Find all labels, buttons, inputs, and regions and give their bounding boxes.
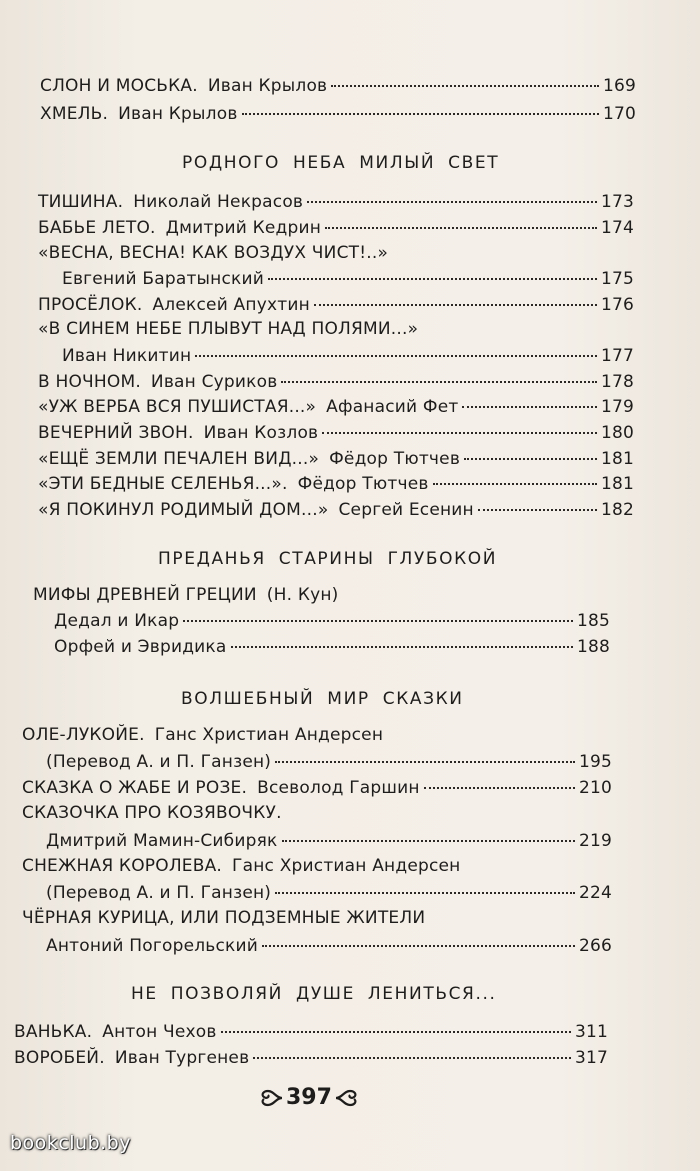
entry-author: Алексей Апухтин [152,295,310,315]
toc-entry [38,423,634,449]
entry-title: ЧЁРНАЯ КУРИЦА, ИЛИ ПОДЗЕМНЫЕ ЖИТЕЛИ [22,908,426,928]
toc-entry [40,76,636,102]
entry-title: ВОРОБЕЙ. [14,1048,105,1068]
entry-author: Иван Крылов [118,104,238,124]
entry-page: 210 [578,778,612,798]
entry-title: СКАЗКА О ЖАБЕ И РОЗЕ. [22,778,248,798]
dot-leader [331,85,599,87]
entry-page: 219 [578,831,612,851]
entry-page: 224 [578,883,612,903]
entry-author: Дмитрий Мамин-Сибиряк [46,831,278,851]
entry-page: 181 [600,449,634,469]
toc-entry-continuation [54,637,610,663]
entry-author: Иван Козлов [203,423,319,443]
entry-author: Антон Чехов [102,1022,217,1042]
section-heading: НЕ ПОЗВОЛЯЙ ДУШЕ ЛЕНИТЬСЯ... [131,984,497,1004]
dot-leader [221,1031,571,1033]
entry-author: (Перевод А. и П. Ганзен) [46,752,272,772]
entry-author: Иван Крылов [207,76,328,96]
entry-author: Афанасий Фет [326,397,459,417]
toc-entry-continuation [46,752,612,778]
entry-title: БАБЬЕ ЛЕТО. [38,218,156,238]
entry-author: Фёдор Тютчев [297,474,429,494]
entry-author: Николай Некрасов [133,192,304,212]
entry-page: 317 [574,1048,608,1068]
toc-entry [38,449,634,475]
section-heading: ПРЕДАНЬЯ СТАРИНЫ ГЛУБОКОЙ [158,549,498,569]
watermark: bookclub.by [10,1132,131,1154]
entry-title: СНЕЖНАЯ КОРОЛЕВА. [22,856,223,876]
entry-title: ТИШИНА. [38,192,124,212]
entry-page: 169 [602,76,636,96]
page-number [258,1085,360,1110]
entry-page: 170 [602,104,636,124]
entry-page: 180 [600,423,634,443]
entry-author: Дмитрий Кедрин [165,218,322,238]
entry-title: ВАНЬКА. [14,1022,93,1042]
entry-page: 195 [578,752,612,772]
entry-title: ОЛЕ-ЛУКОЙЕ. [22,725,145,745]
dot-leader [462,406,596,408]
toc-entry [33,585,633,611]
toc-entry-continuation [62,346,634,372]
entry-author: Евгений Баратынский [62,269,265,289]
entry-page: 176 [600,295,634,315]
dot-leader [242,113,599,115]
entry-title: «В СИНЕМ НЕБЕ ПЛЫВУТ НАД ПОЛЯМИ...» [38,319,419,339]
toc-entry [38,218,634,244]
dot-leader [424,787,575,789]
dot-leader [314,304,597,306]
entry-title: «ВЕСНА, ВЕСНА! КАК ВОЗДУХ ЧИСТ!..» [38,243,389,263]
toc-entry-continuation [46,936,612,962]
dot-leader [281,381,596,383]
dot-leader [275,761,575,763]
entry-page: 173 [600,192,634,212]
toc-entry [38,372,634,398]
toc-entry [38,295,634,321]
entry-page: 179 [600,397,634,417]
toc-entry [38,192,634,218]
toc-entry-continuation [62,269,634,295]
entry-page: 266 [578,936,612,956]
toc-entry-continuation [54,611,610,637]
toc-entry [38,474,634,500]
dot-leader [231,646,573,648]
entry-title: В НОЧНОМ. [38,372,141,392]
dot-leader [262,945,575,947]
entry-page: 174 [600,218,634,238]
entry-page: 181 [600,474,634,494]
dot-leader [253,1057,571,1059]
entry-title: СЛОН И МОСЬКА. [40,76,198,96]
entry-page: 185 [576,611,610,631]
entry-title: СКАЗОЧКА ПРО КОЗЯВОЧКУ. [22,803,282,823]
ornament-right-icon [334,1087,360,1109]
entry-page: 188 [576,637,610,657]
entry-page: 175 [600,269,634,289]
entry-author: Иван Тургенев [114,1048,250,1068]
entry-author: Всеволод Гаршин [257,778,420,798]
dot-leader [195,355,597,357]
dot-leader [268,278,597,280]
toc-entry-continuation [46,883,612,909]
entry-title: «УЖ ВЕРБА ВСЯ ПУШИСТАЯ...» [38,397,317,417]
section-heading: РОДНОГО НЕБА МИЛЫЙ СВЕТ [182,153,500,173]
toc-entry [22,778,612,804]
dot-leader [464,458,597,460]
toc-entry [38,243,634,269]
toc-entry [14,1048,608,1074]
entry-page: 177 [600,346,634,366]
dot-leader [183,620,573,622]
entry-author: Дедал и Икар [54,611,180,631]
dot-leader [282,840,575,842]
toc-entry [38,397,634,423]
ornament-left-icon [258,1087,284,1109]
toc-entry [14,1022,608,1048]
dot-leader [322,432,597,434]
entry-author: (Н. Кун) [266,585,339,605]
entry-author: Сергей Есенин [338,500,474,520]
entry-title: «Я ПОКИНУЛ РОДИМЫЙ ДОМ...» [38,500,329,520]
toc-entry [22,856,612,882]
entry-title: ПРОСЁЛОК. [38,295,143,315]
section-heading: ВОЛШЕБНЫЙ МИР СКАЗКИ [181,689,464,709]
dot-leader [307,201,597,203]
entry-author: Иван Никитин [62,346,192,366]
entry-author: Фёдор Тютчев [329,449,461,469]
dot-leader [325,227,597,229]
entry-title: «ЭТИ БЕДНЫЕ СЕЛЕНЬЯ...». [38,474,288,494]
entry-title: ВЕЧЕРНИЙ ЗВОН. [38,423,194,443]
entry-page: 182 [600,500,634,520]
entry-page: 311 [574,1022,608,1042]
toc-entry-continuation [46,831,612,857]
entry-title: «ЕЩЁ ЗЕМЛИ ПЕЧАЛЕН ВИД...» [38,449,320,469]
toc-entry [22,908,612,934]
dot-leader [478,509,597,511]
entry-author: Ганс Христиан Андерсен [232,856,461,876]
entry-title: МИФЫ ДРЕВНЕЙ ГРЕЦИИ [33,585,257,605]
dot-leader [433,483,597,485]
toc-entry [40,104,636,130]
entry-author: Орфей и Эвридика [54,637,227,657]
dot-leader [275,892,575,894]
entry-author: (Перевод А. и П. Ганзен) [46,883,272,903]
entry-author: Ганс Христиан Андерсен [154,725,384,745]
toc-entry [22,803,612,829]
entry-page: 178 [600,372,634,392]
entry-author: Иван Суриков [150,372,278,392]
toc-entry [38,500,634,526]
entry-title: ХМЕЛЬ. [40,104,109,124]
page-number-value: 397 [286,1085,332,1110]
entry-author: Антоний Погорельский [46,936,259,956]
toc-entry [38,319,634,345]
toc-entry [22,725,612,751]
